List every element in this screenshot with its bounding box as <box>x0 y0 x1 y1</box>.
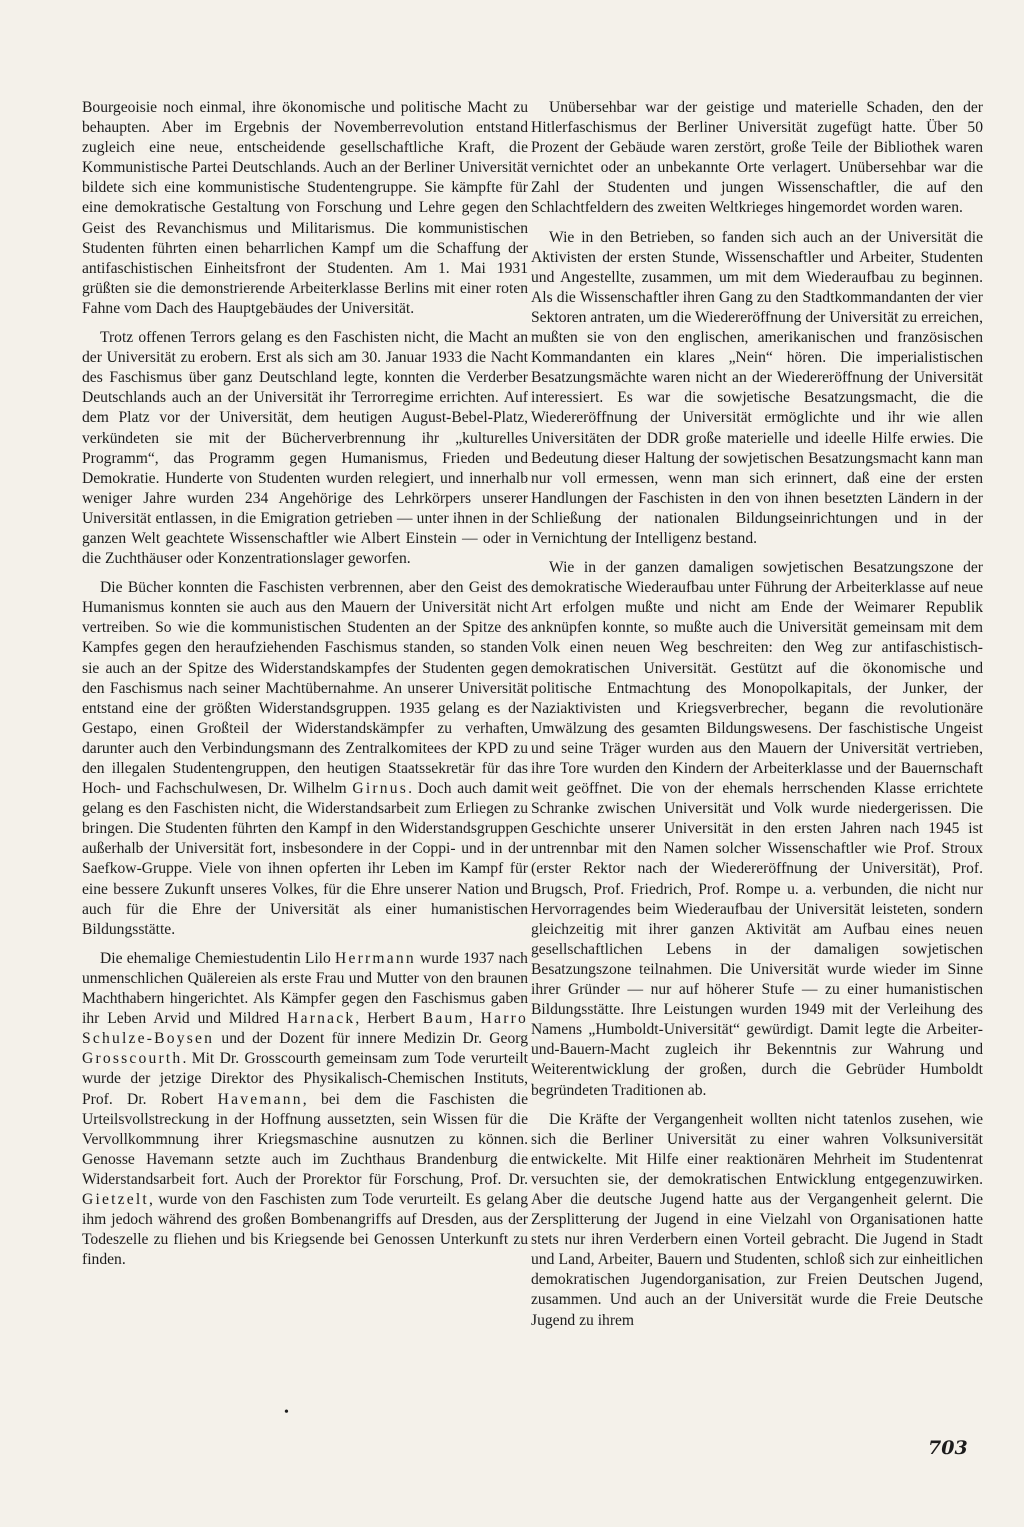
paragraph: Bourgeoisie noch einmal, ihre ökonomische und politische Macht zu behaupten. Aber im Ergebnis der Novemberrevolution entstand zugleich eine neue, entscheidende gesellschaftliche Kraft, die Kommunistische Partei Deutschlands. Auch an der Berliner Universität bildete sich eine kommunistische Studentengruppe. Sie kämpfte für eine demokratische Gestaltung von Forschung und Lehre gegen den Geist des Revanchismus und Militarismus. Die kommunistischen Studenten führten einen beharrlichen Kampf um die Schaffung der antifaschistischen Einheitsfront der Studenten. Am 1. Mai 1931 grüßten sie die demonstrierende Arbeiterklasse Berlins mit einer roten Fahne vom Dach des Hauptgebäudes der Universität. <box>82 99 528 317</box>
spaced-name: Grosscourth <box>82 1050 183 1068</box>
spaced-name: Herrmann <box>335 949 416 967</box>
paragraph: Wie in der ganzen damaligen sowjetischen Besatzungszone der demokratische Wiederaufbau unter Führung der Arbeiterklasse auf neue Art erfolgen mußte und nicht am Ende der Weimarer Republik anknüpfen konnte, so mußte auch die Universität gemeinsam mit dem Volk einen neuen Weg beschreiten: den Weg zur antifaschistisch-demokratischen Universität. Gestützt auf die ökonomische und politische Entmachtung des Monopolkapitals, der Junker, der Naziaktivisten und Kriegsverbrecher, begann die revolutionäre Umwälzung des gesamten Bildungswesens. Der faschistische Ungeist und seine Träger wurden aus den Mauern der Universität vertrieben, ihre Tore wurden den Kindern der Arbeiterklasse und der Bauernschaft weit geöffnet. Die von der ehemals herrschenden Klasse errichtete Schranke zwischen Universität und Volk wurde niedergerissen. Die Geschichte unserer Universität in den ersten Jahren nach 1945 ist untrennbar mit den Namen solcher Wissenschaftler wie Prof. Stroux (erster Rektor nach der Wiedereröffnung der Universität), Prof. Brugsch, Prof. Friedrich, Prof. Rompe u. a. verbunden, die nicht nur Hervorragendes beim Wiederaufbau der Universität leisteten, sondern gleichzeitig mit ihrer ganzen Aktivität am Aufbau eines neuen gesellschaftlichen Lebens in der damaligen sowjetischen Besatzungszone teilnahmen. Die Universität wurde wieder im Sinne ihrer Gründer — nur auf höherer Stufe — zu einer humanistischen Bildungsstätte. Ihre Leistungen wurden 1949 mit der Verleihung des Namens „Humboldt-Universität“ gewürdigt. Damit legte die Arbeiter-und-Bauern-Macht zugleich ihr Bekenntnis zur Wahrung und Weiterentwicklung der großen, durch die Gebrüder Humboldt begründeten Traditionen ab. <box>531 559 983 1099</box>
paragraph: Die Kräfte der Vergangenheit wollten nicht tatenlos zusehen, wie sich die Berliner Universität zu einer wahren Volksuniversität entwickelte. Mit Hilfe einer reaktionären Mehrheit im Studentenrat versuchten sie, der demokratischen Entwicklung entgegenzuwirken. Aber die deutsche Jugend hatte aus der Vergangenheit gelernt. Die Zersplitterung der Jugend in eine Vielzahl von Organisationen hatte stets nur ihren Verderbern einen Vorteil gebracht. Die Jugend in Stadt und Land, Arbeiter, Bauern und Studenten, schloß sich zur einheitlichen demokratischen Jugendorganisation, zur Freien Deutschen Jugend, zusammen. Und auch an der Universität wurde die Freie Deutsche Jugend zu ihrem <box>531 1110 983 1329</box>
spaced-name: Baum <box>422 1010 469 1028</box>
spaced-name: Harnack <box>287 1010 356 1028</box>
right-column <box>531 98 983 1340</box>
spaced-name: Gietzelt <box>82 1190 149 1208</box>
paragraph: Die Bücher konnten die Faschisten verbrennen, aber den Geist des Humanismus konnten sie auch aus den Mauern der Universität nicht vertreiben. So wie die kommunistischen Studenten an der Spitze des Kampfes gegen den heraufziehenden Faschismus standen, so standen sie auch an der Spitze des Widerstandskampfes der Studenten gegen den Faschismus nach seiner Machtübernahme. An unserer Universität entstand eine der größten Widerstandsgruppen. 1935 gelang es der Gestapo, einen Großteil der Widerstandskämpfer zu verhaften, darunter auch den Verbindungsmann des Zentralkomitees der KPD zu den illegalen Studentengruppen, den heutigen Staatssekretär für das Hoch- und Fachschulwesen, Dr. Wilhelm Girnus. Doch auch damit gelang es den Faschisten nicht, die Widerstandsarbeit zum Erliegen zu bringen. Die Studenten führten den Kampf in den Widerstandsgruppen außerhalb der Universität fort, insbesondere in der Coppi- und in der Saefkow-Gruppe. Viele von ihnen opferten ihr Leben im Kampf für eine bessere Zukunft unseres Volkes, für die Ehre unserer Nation und auch für die Ehre der Universität als einer humanistischen Bildungsstätte. <box>82 579 528 938</box>
spaced-name: Girnus <box>352 780 409 798</box>
paragraph: Wie in den Betrieben, so fanden sich auch an der Universität die Aktivisten der ersten Stunde, Wissenschaftler und Arbeiter, Studenten und Angestellte, zusammen, um mit dem Wiederaufbau zu beginnen. Als die Wissenschaftler ihren Gang zu den Stadtkommandanten der vier Sektoren antraten, um die Wiedereröffnung der Universität zu erreichen, mußten sie von den englischen, amerikanischen und französischen Kommandanten ein klares „Nein“ hören. Die imperialistischen Besatzungsmächte waren nicht an der Wiedereröffnung der Universität interessiert. Es war die sowjetische Besatzungsmacht, die die Wiedereröffnung der Universität ermöglichte und ihr wie allen Universitäten der DDR große materielle und ideelle Hilfe erwies. Die Bedeutung dieser Haltung der sowjetischen Besatzungsmacht kann man nur voll ermessen, wenn man sich erinnert, daß eine der ersten Handlungen der Faschisten in den von ihnen besetzten Ländern in der Schließung der nationalen Bildungseinrichtungen und in der Vernichtung der Intelligenz bestand. <box>531 228 983 547</box>
left-column <box>82 98 528 1279</box>
page-number: 703 <box>928 1437 968 1459</box>
bullet-mark: • <box>284 1405 289 1420</box>
paragraph: Unübersehbar war der geistige und materielle Schaden, den der Hitlerfaschismus der Berliner Universität zugefügt hatte. Über 50 Prozent der Gebäude waren zerstört, große Teile der Bibliothek waren vernichtet oder an unbekannte Orte verlagert. Unübersehbar war die Zahl der Studenten und jungen Wissenschaftler, die auf den Schlachtfeldern des zweiten Weltkrieges hingemordet worden waren. <box>531 99 983 217</box>
spaced-name: Havemann <box>217 1090 303 1108</box>
paragraph: Die ehemalige Chemiestudentin Lilo Herrmann wurde 1937 nach unmenschlichen Quälereien als erste Frau und Mutter von den braunen Machthabern hingerichtet. Als Kämpfer gegen den Faschismus gaben ihr Leben Arvid und Mildred Harnack, Herbert Baum, Harro Schulze-Boysen und der Dozent für innere Medizin Dr. Georg Grosscourth. Mit Dr. Grosscourth gemeinsam zum Tode verurteilt wurde der jetzige Direktor des Physikalisch-Chemischen Instituts, Prof. Dr. Robert Havemann, bei dem die Faschisten die Urteilsvollstreckung in der Hoffnung aussetzten, sein Wissen für die Vervollkommnung ihrer Kriegsmaschine ausnutzen zu können. Genosse Havemann setzte auch im Zuchthaus Brandenburg die Widerstandsarbeit fort. Auch der Prorektor für Forschung, Prof. Dr. Gietzelt, wurde von den Faschisten zum Tode verurteilt. Es gelang ihm jedoch während des großen Bombenangriffs auf Dresden, aus der Todeszelle zu fliehen und bis Kriegsende bei Genossen Unterkunft zu finden. <box>82 949 528 1269</box>
paragraph: Trotz offenen Terrors gelang es den Faschisten nicht, die Macht an der Universität zu erobern. Erst als sich am 30. Januar 1933 die Nacht des Faschismus über ganz Deutschland legte, konnten die Verderber Deutschlands auch an der Universität ihr Terrorregime errichten. Auf dem Platz vor der Universität, dem heutigen August-Bebel-Platz, verkündeten sie mit der Bücherverbrennung ihr „kulturelles Programm“, das Programm gegen Humanismus, Frieden und Demokratie. Hunderte von Studenten wurden relegiert, und innerhalb weniger Jahre wurden 234 Angehörige des Lehrkörpers unserer Universität entlassen, in die Emigration getrieben — unter ihnen in der ganzen Welt geachtete Wissenschaftler wie Albert Einstein — oder in die Zuchthäuser oder Konzentrationslager geworfen. <box>82 329 528 568</box>
spaced-name: Harro Schulze-Boysen <box>82 1010 528 1048</box>
